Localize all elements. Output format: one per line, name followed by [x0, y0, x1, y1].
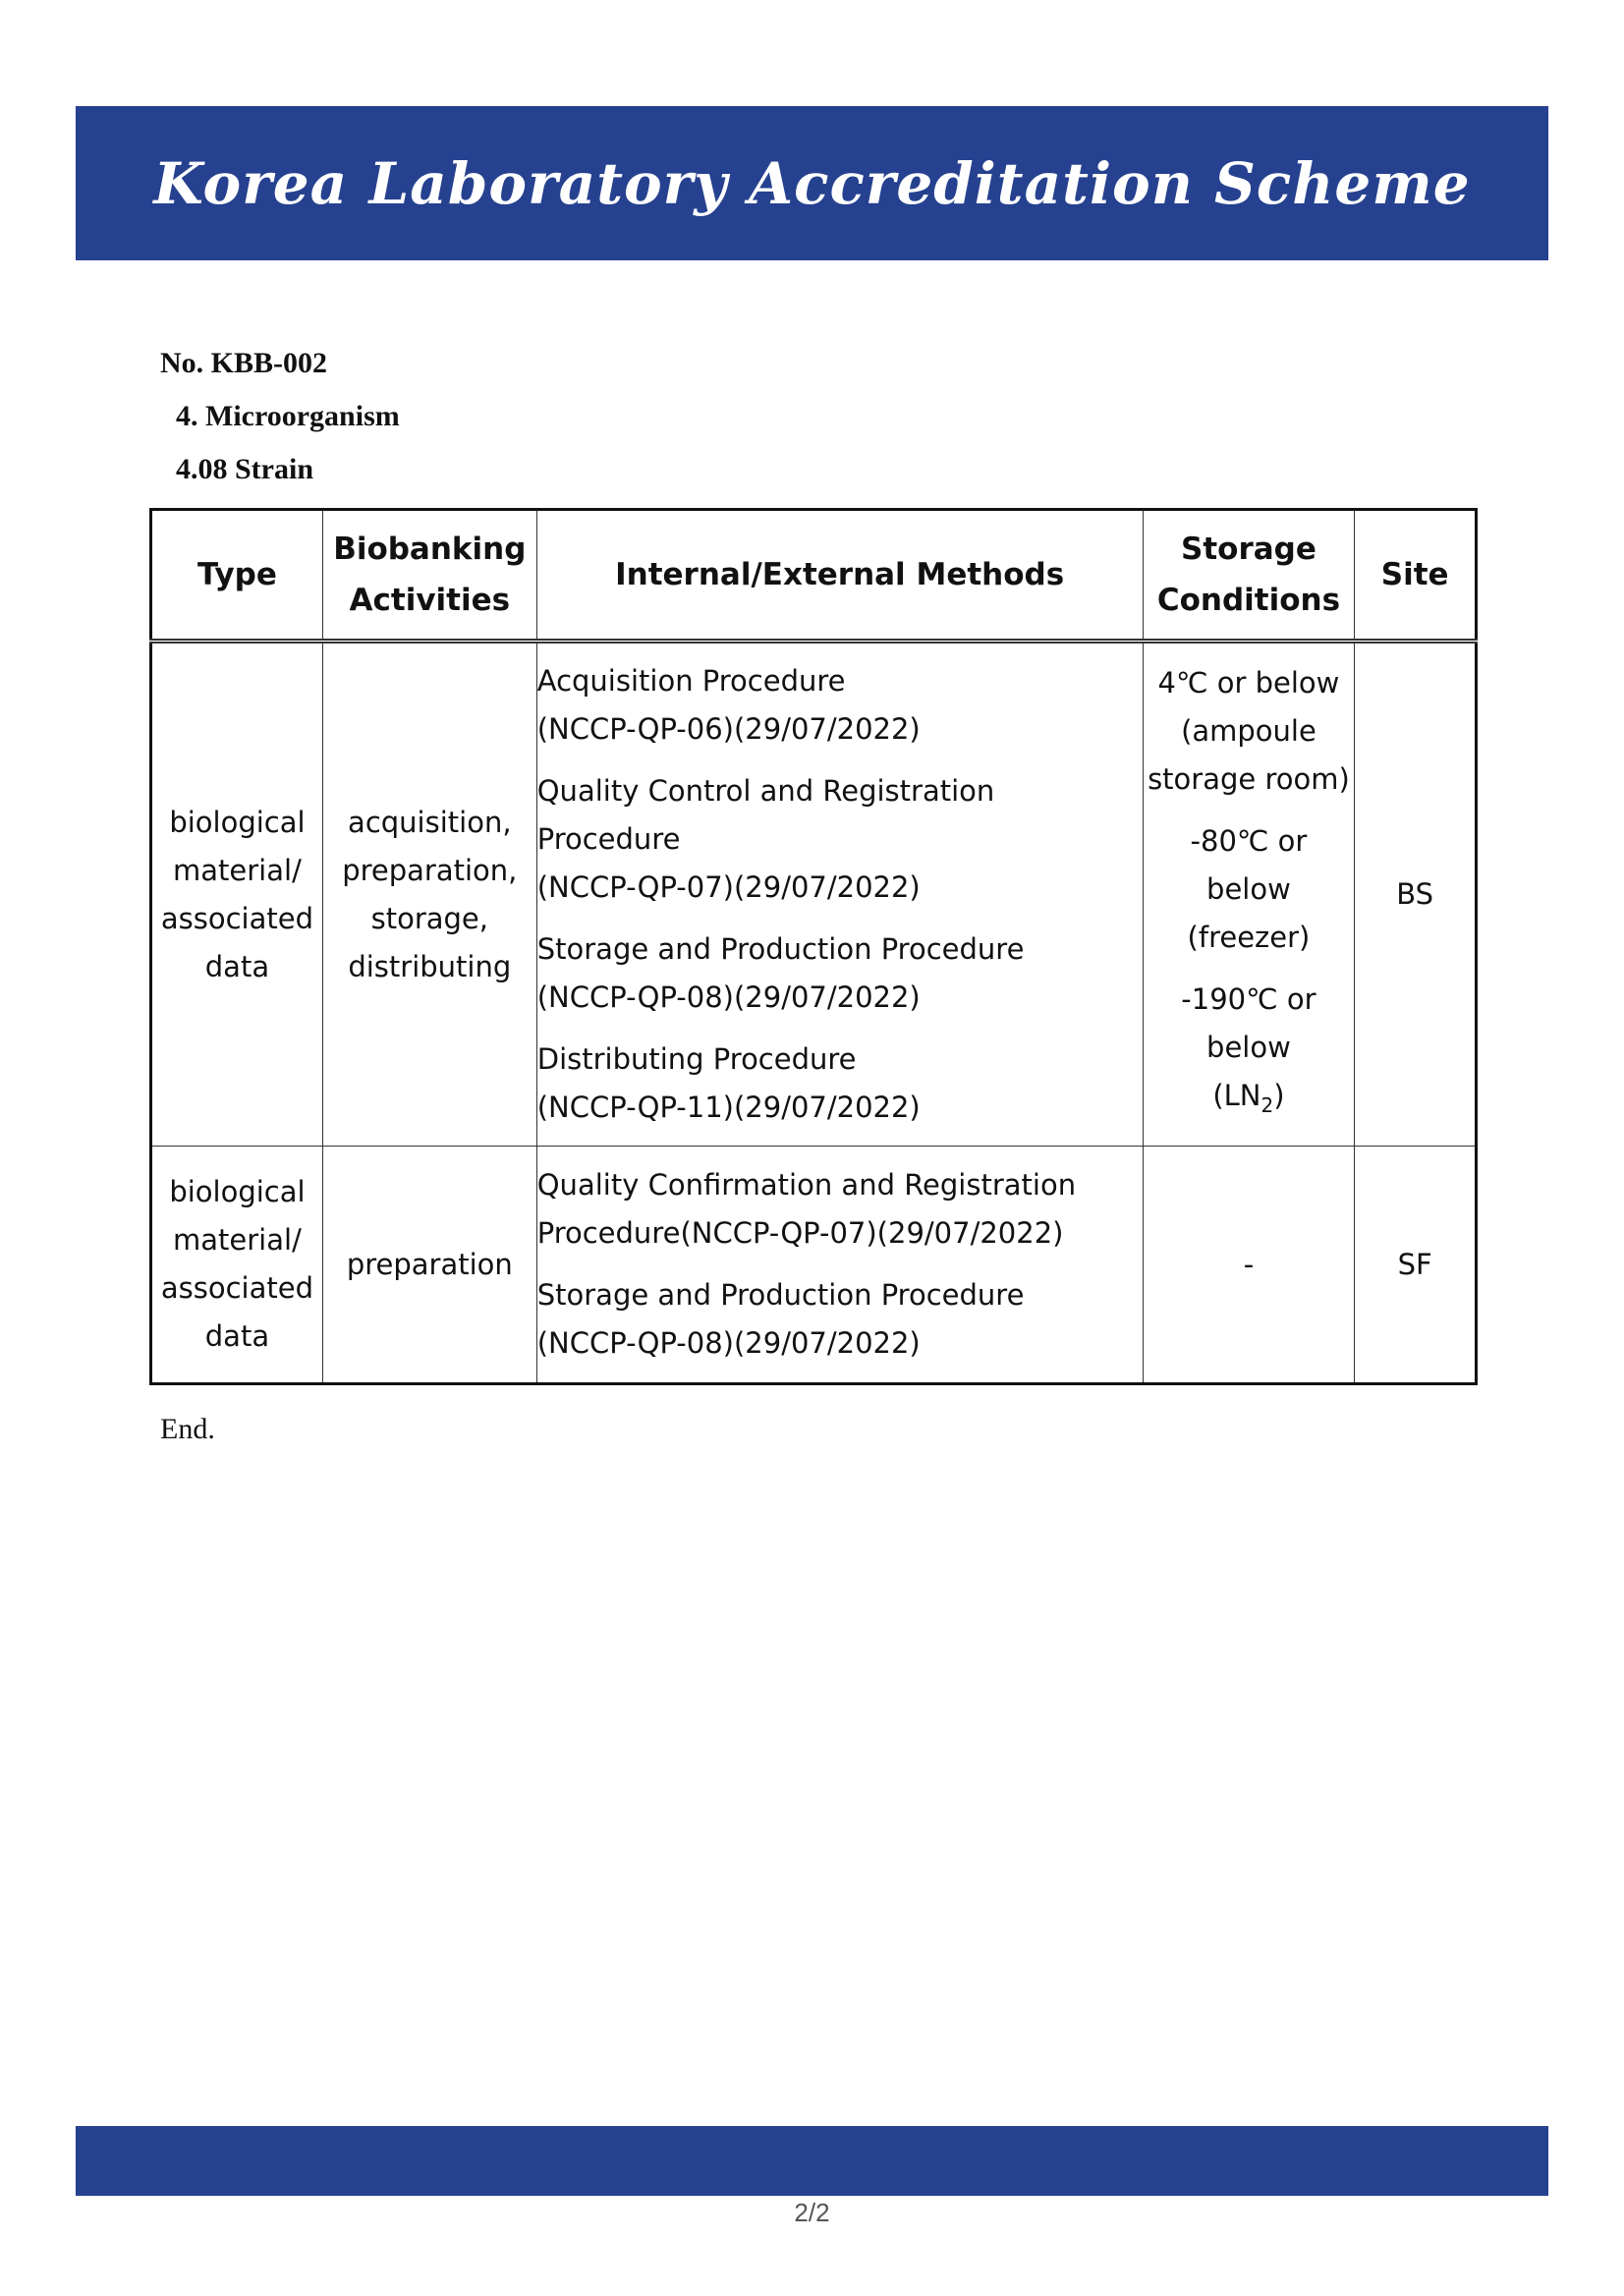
- cell-activities: preparation: [322, 1147, 536, 1384]
- cell-methods: [536, 1147, 1143, 1384]
- end-text: End.: [160, 1413, 215, 1445]
- header-banner: [76, 106, 1548, 260]
- banner-title: Korea Laboratory Accreditation Scheme: [153, 149, 1471, 217]
- cell-site: SF: [1355, 1147, 1477, 1384]
- header-activities: Biobanking Activities: [322, 510, 536, 642]
- table-header-row: [151, 510, 1477, 642]
- cell-site: BS: [1355, 642, 1477, 1147]
- cell-methods: [536, 642, 1143, 1147]
- method-item: Storage and Production Procedure (NCCP-QP-08)(29/07/2022): [536, 1278, 1025, 1360]
- method-item: Quality Confirmation and Registration Procedure(NCCP-QP-07)(29/07/2022): [536, 1168, 1077, 1250]
- header-site: Site: [1355, 510, 1477, 642]
- cell-type: biological material/ associated data: [151, 1147, 323, 1384]
- subcategory-heading: 4.08 Strain: [176, 453, 314, 485]
- cell-storage: -: [1143, 1147, 1355, 1384]
- header-type: Type: [151, 510, 323, 642]
- scope-table: [149, 508, 1478, 1385]
- method-item: Storage and Production Procedure (NCCP-QP-08)(29/07/2022): [536, 932, 1025, 1014]
- storage-item: -190℃ or below $(LN_2)$: [1181, 982, 1316, 1117]
- method-item: Acquisition Procedure (NCCP-QP-06)(29/07/2022): [536, 664, 921, 746]
- document-meta: [160, 346, 400, 505]
- table-row: [151, 642, 1477, 1147]
- cell-activities: acquisition, preparation, storage, distributing: [322, 642, 536, 1147]
- header-storage: Storage Conditions: [1143, 510, 1355, 642]
- method-item: Distributing Procedure (NCCP-QP-11)(29/07/2022): [536, 1042, 921, 1124]
- method-item: Quality Control and Registration Procedure (NCCP-QP-07)(29/07/2022): [536, 774, 995, 904]
- footer-bar: [76, 2126, 1548, 2196]
- category-heading: 4. Microorganism: [176, 400, 400, 432]
- page-number: 2/2: [794, 2198, 830, 2227]
- storage-item: -80℃ or below (freezer): [1187, 824, 1311, 955]
- cell-type: biological material/ associated data: [151, 642, 323, 1147]
- header-methods: Internal/External Methods: [536, 510, 1143, 642]
- document-number: No. KBB-002: [160, 347, 328, 379]
- table-row: [151, 1147, 1477, 1384]
- storage-item: 4℃ or below (ampoule storage room): [1148, 666, 1350, 797]
- cell-storage: [1143, 642, 1355, 1147]
